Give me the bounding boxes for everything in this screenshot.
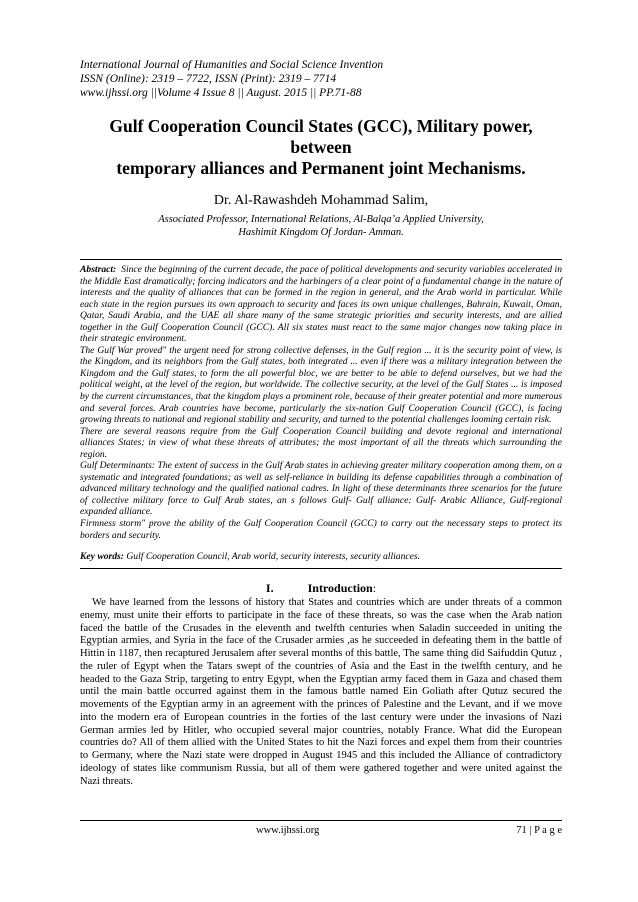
keywords-text: Gulf Cooperation Council, Arab world, security interests, security alliances. bbox=[126, 551, 421, 563]
title-line-1: Gulf Cooperation Council States (GCC), Military power, between bbox=[109, 116, 533, 157]
page-content bbox=[80, 58, 562, 788]
abstract-paragraph-2: The Gulf War proved" the urgent need for strong collective defenses, in the Gulf region ... it is the security point of view, is the Kingdom, and its neighbors from the Gulf states, both integrated ... even if there was a military integration between the Kingdom and the Gulf states, to form the all powerful bloc, we are better to be able to defend ourselves, but we had the political weight, at the level of the region, but worldwide. The collective security, at the level of the Gulf States ... is imposed by the current circumstances, that the kingdom plays a prominent role, because of their greater potential and more numerous and several forces. Arab countries have become, particularly the six-nation Gulf Cooperation Council (GCC), is facing growing threats to national and regional stability and security, and turned to the potential challenges looming certain risk. bbox=[80, 344, 562, 426]
abstract-paragraph-4: Gulf Determinants: The extent of success in the Gulf Arab states in achieving greater military cooperation among them, on a systematic and integrated foundations; as well as self-reliance in building its defense capabilities through a combination of advanced military technology and the qualified national cadres. In light of these determinants three scenarios for the future of collective military force to Gulf Arab states, an s follows Gulf- Gulf alliance: Gulf- Arabic Alliance, Gulf-regional expanded alliance. bbox=[80, 460, 562, 518]
divider-top bbox=[80, 259, 562, 260]
abstract bbox=[80, 264, 562, 541]
title-line-2: temporary alliances and Permanent joint Mechanisms. bbox=[116, 158, 526, 178]
footer-page-number: 71 | P a g e bbox=[516, 825, 562, 836]
journal-header bbox=[80, 58, 562, 100]
abstract-paragraph-5: Firmness storm" prove the ability of the Gulf Cooperation Council (GCC) to carry out the necessary steps to protect its borders and security. bbox=[80, 518, 562, 541]
divider-bottom bbox=[80, 568, 562, 569]
affiliation-line-1: Associated Professor, International Relations, Al-Balqa’a Applied University, bbox=[158, 214, 484, 225]
author-name: Dr. Al-Rawashdeh Mohammad Salim, bbox=[213, 193, 429, 208]
keywords-label: Key words: bbox=[80, 551, 124, 563]
journal-issn: ISSN (Online): 2319 – 7722, ISSN (Print): 2319 – 7714 bbox=[80, 73, 337, 85]
abstract-label: Abstract: bbox=[80, 264, 117, 275]
paper-title bbox=[80, 116, 562, 179]
introduction-body bbox=[80, 597, 562, 788]
page-footer bbox=[80, 820, 562, 836]
affiliation-line-2: Hashimit Kingdom Of Jordan- Amman. bbox=[238, 227, 404, 238]
abstract-paragraph-1 bbox=[80, 264, 562, 345]
keywords bbox=[80, 551, 562, 563]
journal-volume: www.ijhssi.org ||Volume 4 Issue 8 || August. 2015 || PP.71-88 bbox=[80, 87, 362, 99]
introduction-paragraph: We have learned from the lessons of history that States and countries which are under threats of a common enemy, must unite their efforts to participate in the face of these threats, so was the case when the Arab nation faced the battle of the Crusades in the eleventh and twelfth centuries when Saladin succeeded in uniting the Egyptian armies, and Syria in the face of the Crusader armies ,as he succeeded in defeating them in the battle of Hittin in 1187, then recaptured Jerusalem after several months of this battle, The same thing did Saifuddin Qutuz , the ruler of Egypt when the Tatars swept of the countries of Asia and the East in the twelfth century, and he headed to the Gaza Strip, targeting to entry Egypt, when the Egyptian army faced them in Gaza and chased them until the main battle occurred against them in the famous battle named Ein Goliath after Qutuz secured the movements of the Egyptian army in an agreement with the princes of Palestine and the Levant, and if we move into the modern era of European countries in the forties of the last century were under the invasions of Nazi German armies led by Hitler, who occupied several major countries, notably France. What did the European countries do? All of them allied with the United States to hit the Nazi forces and expel them from their countries to Germany, where the Nazi state were dropped in August 1945 and this included the Alliance of contradictory ideology of states like communism Russia, but all of them were gathered together and were united against the Nazi threats. bbox=[80, 597, 562, 787]
author-affiliation bbox=[80, 213, 562, 239]
section-title: Introduction bbox=[307, 581, 373, 596]
section-colon: : bbox=[372, 581, 377, 596]
abstract-paragraph-3: There are several reasons require from the Gulf Cooperation Council building and devote regional and international alliances States; in view of what these threats of attributes; the most important of all the threats which surrounding the region. bbox=[80, 425, 562, 460]
journal-name: International Journal of Humanities and Social Science Invention bbox=[80, 59, 384, 71]
section-heading bbox=[80, 581, 562, 595]
section-number: I. bbox=[265, 581, 274, 596]
footer-site: www.ijhssi.org bbox=[256, 825, 320, 836]
abstract-text-1: Since the beginning of the current decade, the pace of political developments and security variables accelerated in the Middle East dramatically; forcing indicators and the harbingers of a clear point of a fundamental change in the nature of interests and the quality of alliances that can be formed in the region in general, and the Arab world in particular. While each state in the region pursues its own approach to security and faces its own unique challenges, Bahrain, Kuwait, Oman, Qatar, Saudi Arabia, and the UAE all share many of the same strategic priorities and security interests, and are allied together in the Gulf Cooperation Council (GCC). All six states must react to the same major changes now taking place in their strategic environment. bbox=[80, 264, 563, 345]
